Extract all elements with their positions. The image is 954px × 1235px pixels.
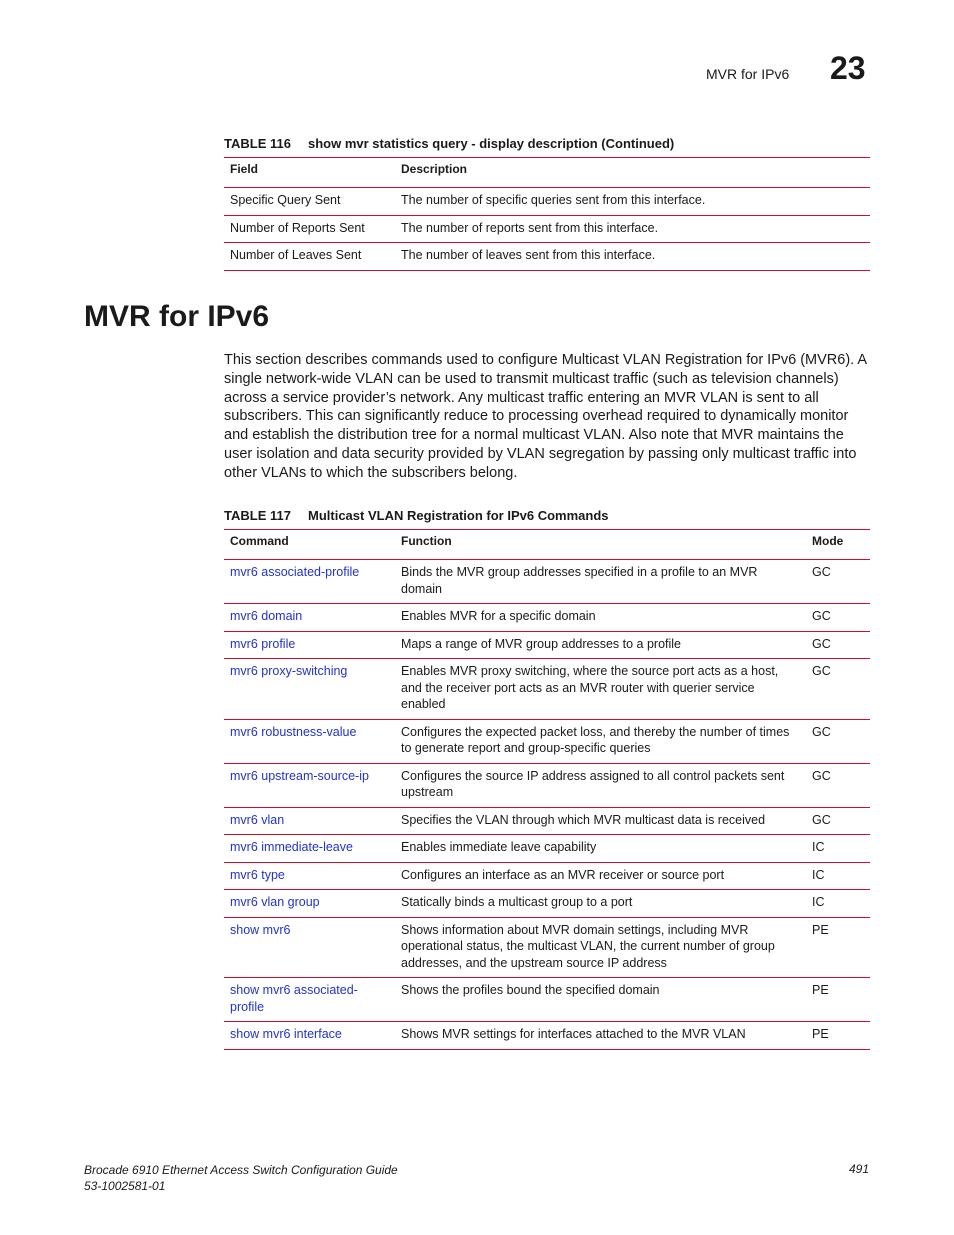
function-cell: Shows MVR settings for interfaces attached to the MVR VLAN [401, 1027, 746, 1041]
command-link[interactable]: show mvr6 associated-profile [230, 983, 358, 1014]
description-cell: The number of specific queries sent from this interface. [401, 193, 706, 207]
table-row [224, 719, 870, 763]
table-number: TABLE 117 [224, 508, 291, 523]
table-row [224, 243, 870, 271]
command-link[interactable]: mvr6 vlan [230, 812, 285, 827]
column-header-mode: Mode [812, 534, 844, 548]
command-link[interactable]: mvr6 profile [230, 636, 296, 651]
table-117-caption [224, 508, 609, 523]
function-cell: Configures an interface as an MVR receiver or source port [401, 867, 725, 882]
table-row [224, 917, 870, 978]
table-title: show mvr statistics query - display description (Continued) [308, 136, 675, 151]
footer-doc-info [84, 1162, 398, 1194]
function-cell: Enables MVR for a specific domain [401, 609, 596, 623]
table-row [224, 978, 870, 1022]
table-row [224, 560, 870, 604]
mode-cell: GC [812, 768, 831, 783]
function-cell: Specifies the VLAN through which MVR multicast data is received [401, 812, 766, 827]
command-link[interactable]: show mvr6 [230, 922, 291, 937]
table-number: TABLE 116 [224, 136, 291, 151]
mode-cell: IC [812, 840, 825, 854]
table-117 [224, 529, 870, 1050]
table-row [224, 604, 870, 632]
function-cell: Configures the source IP address assigned to all control packets sent upstream [401, 768, 785, 799]
footer-title: Brocade 6910 Ethernet Access Switch Configuration Guide [84, 1163, 398, 1177]
mode-cell: GC [812, 812, 831, 827]
description-cell: The number of leaves sent from this interface. [401, 248, 656, 262]
table-row [224, 215, 870, 243]
table-row [224, 631, 870, 659]
column-header-field: Field [230, 162, 259, 176]
function-cell: Binds the MVR group addresses specified in a profile to an MVR domain [401, 565, 758, 596]
command-link[interactable]: mvr6 robustness-value [230, 724, 357, 739]
column-header-description: Description [401, 162, 468, 176]
mode-cell: GC [812, 664, 831, 678]
mode-cell: GC [812, 636, 831, 651]
column-header-command: Command [230, 534, 289, 548]
mode-cell: PE [812, 922, 829, 937]
function-cell: Enables immediate leave capability [401, 840, 597, 854]
chapter-number: 23 [830, 50, 866, 86]
mode-cell: IC [812, 895, 825, 909]
table-header-row [224, 158, 870, 188]
table-row [224, 188, 870, 216]
table-116-caption [224, 136, 674, 151]
table-title: Multicast VLAN Registration for IPv6 Commands [308, 508, 609, 523]
table-row [224, 862, 870, 890]
table-header-row [224, 530, 870, 560]
section-title: MVR for IPv6 [84, 300, 270, 333]
field-cell: Number of Leaves Sent [230, 248, 362, 262]
table-row [224, 807, 870, 835]
command-link[interactable]: mvr6 domain [230, 609, 303, 623]
command-link[interactable]: mvr6 associated-profile [230, 565, 360, 579]
running-header-section: MVR for IPv6 [706, 66, 790, 82]
function-cell: Shows the profiles bound the specified domain [401, 983, 660, 997]
command-link[interactable]: mvr6 type [230, 867, 285, 882]
function-cell: Enables MVR proxy switching, where the source port acts as a host, and the receiver port acts as an MVR router with querier service enabled [401, 664, 779, 711]
command-link[interactable]: mvr6 vlan group [230, 895, 320, 909]
mode-cell: PE [812, 983, 829, 997]
command-link[interactable]: mvr6 immediate-leave [230, 840, 353, 854]
table-116 [224, 157, 870, 271]
field-cell: Specific Query Sent [230, 193, 341, 207]
mode-cell: GC [812, 565, 831, 579]
mode-cell: GC [812, 609, 831, 623]
footer-doc-number: 53-1002581-01 [84, 1179, 166, 1193]
table-row [224, 763, 870, 807]
function-cell: Statically binds a multicast group to a port [401, 895, 633, 909]
table-row [224, 1022, 870, 1050]
column-header-function: Function [401, 534, 452, 548]
command-link[interactable]: mvr6 proxy-switching [230, 664, 348, 678]
table-row [224, 659, 870, 720]
field-cell: Number of Reports Sent [230, 220, 365, 235]
table-row [224, 835, 870, 863]
description-cell: The number of reports sent from this interface. [401, 220, 659, 235]
mode-cell: GC [812, 724, 831, 739]
intro-paragraph: This section describes commands used to configure Multicast VLAN Registration for IPv6 (MVR6). A single network-wide VLAN can be used to transmit multicast traffic (such as television channels) across a service provider’s network. Any multicast traffic entering an MVR VLAN is sent to all subscribers. This can significantly reduce to processing overhead required to dynamically monitor and establish the distribution tree for a normal multicast VLAN. Also note that MVR maintains the user isolation and data security provided by VLAN segregation by passing only multicast traffic into other VLANs to which the subscribers belong. [224, 352, 867, 481]
command-link[interactable]: mvr6 upstream-source-ip [230, 768, 369, 783]
mode-cell: PE [812, 1027, 829, 1041]
function-cell: Shows information about MVR domain settings, including MVR operational status, the multicast VLAN, the current number of group addresses, and the upstream source IP address [401, 922, 775, 970]
command-link[interactable]: show mvr6 interface [230, 1027, 342, 1041]
table-row [224, 890, 870, 918]
function-cell: Maps a range of MVR group addresses to a profile [401, 636, 682, 651]
mode-cell: IC [812, 867, 825, 882]
page-number: 491 [849, 1162, 870, 1176]
function-cell: Configures the expected packet loss, and thereby the number of times to generate report and group-specific queries [401, 724, 790, 755]
